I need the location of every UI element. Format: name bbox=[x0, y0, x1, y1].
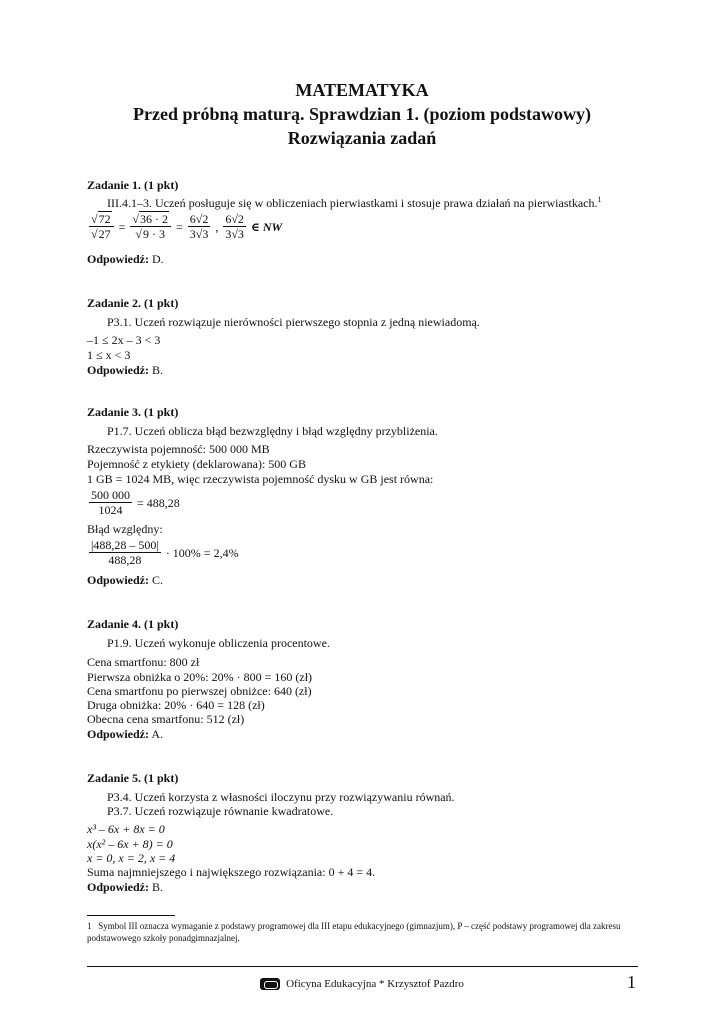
denominator: 3√3 bbox=[189, 227, 209, 241]
numerator: 6√2 bbox=[225, 212, 244, 226]
denominator: 488,28 bbox=[108, 553, 142, 567]
answer-label: Odpowiedź: bbox=[87, 363, 150, 377]
task-1-calculation bbox=[87, 212, 282, 241]
task-5-requirement-1: P3.4. Uczeń korzysta z własności iloczynu przy rozwiązywaniu równań. bbox=[107, 790, 455, 804]
denominator: 9 · 3 bbox=[142, 227, 165, 241]
footnote-number: 1 bbox=[87, 921, 92, 931]
task-5-line-4: Suma najmniejszego i największego rozwiązania: 0 + 4 = 4. bbox=[87, 865, 376, 879]
result: · 100% = 2,4% bbox=[165, 545, 239, 560]
denominator: 1024 bbox=[98, 503, 123, 517]
answer-value: C. bbox=[152, 573, 164, 587]
result: = 488,28 bbox=[137, 495, 180, 510]
task-3-requirement: P1.7. Uczeń oblicza błąd bezwzględny i błąd względny przybliżenia. bbox=[107, 424, 438, 438]
numerator: 500 000 bbox=[91, 488, 130, 502]
answer-value: A. bbox=[151, 727, 164, 741]
answer-label: Odpowiedź: bbox=[87, 727, 150, 741]
task-4-line-3: Cena smartfonu po pierwszej obniżce: 640 (zł) bbox=[87, 684, 312, 698]
equals-sign: = bbox=[175, 219, 183, 234]
task-3-line-4: Błąd względny: bbox=[87, 522, 163, 536]
task-1-answer bbox=[87, 252, 164, 266]
task-5-requirement-2: P3.7. Uczeń rozwiązuje równanie kwadratowe. bbox=[107, 804, 334, 818]
task-1-requirement bbox=[107, 196, 602, 210]
footnote-text: Symbol III oznacza wymaganie z podstawy programowej dla III etapu edukacyjnego (gimnazjum), P – część podstawy programowej dla zakresu podstawowego szkoły ponadgimnazjalnej. bbox=[87, 921, 621, 943]
publisher-logo-icon bbox=[260, 978, 280, 990]
equals-sign: = bbox=[118, 219, 126, 234]
footnote bbox=[87, 920, 647, 944]
fraction bbox=[89, 538, 161, 567]
answer-label: Odpowiedź: bbox=[87, 573, 150, 587]
task-4-line-1: Cena smartfonu: 800 zł bbox=[87, 655, 200, 669]
set-membership: ∈ NW bbox=[250, 219, 283, 234]
task-4-title: Zadanie 4. (1 pkt) bbox=[87, 617, 179, 631]
task-5-answer bbox=[87, 880, 163, 894]
task-3-title: Zadanie 3. (1 pkt) bbox=[87, 405, 179, 419]
numerator: 36 · 2 bbox=[139, 212, 168, 226]
task-2-answer bbox=[87, 363, 163, 377]
task-4-line-2: Pierwsza obniżka o 20%: 20% · 800 = 160 (zł) bbox=[87, 670, 313, 684]
task-5-line-1: x³ – 6x + 8x = 0 bbox=[87, 822, 165, 836]
comma: , bbox=[215, 219, 219, 234]
task-3-relative-error bbox=[87, 538, 239, 567]
numerator: 72 bbox=[98, 212, 111, 226]
numerator: |488,28 – 500| bbox=[91, 538, 159, 552]
task-3-conversion bbox=[87, 488, 180, 517]
task-4-answer bbox=[87, 727, 163, 741]
answer-label: Odpowiedź: bbox=[87, 252, 150, 266]
document-section-title: Rozwiązania zadań bbox=[287, 128, 437, 148]
task-2-line-2: 1 ≤ x < 3 bbox=[87, 348, 131, 362]
fraction bbox=[89, 488, 132, 517]
answer-value: B. bbox=[152, 363, 164, 377]
task-4-requirement: P1.9. Uczeń wykonuje obliczenia procentowe. bbox=[107, 636, 330, 650]
task-5-line-2: x(x² – 6x + 8) = 0 bbox=[87, 837, 173, 851]
task-2-requirement: P3.1. Uczeń rozwiązuje nierówności pierwszego stopnia z jedną niewiadomą. bbox=[107, 315, 480, 329]
denominator: 3√3 bbox=[225, 227, 244, 241]
task-4-line-4: Druga obniżka: 20% · 640 = 128 (zł) bbox=[87, 698, 265, 712]
footer-divider bbox=[87, 966, 638, 967]
answer-label: Odpowiedź: bbox=[87, 880, 150, 894]
task-1-title: Zadanie 1. (1 pkt) bbox=[87, 178, 179, 192]
task-3-line-3: 1 GB = 1024 MB, więc rzeczywista pojemność dysku w GB jest równa: bbox=[87, 472, 434, 486]
task-3-line-1: Rzeczywista pojemność: 500 000 MB bbox=[87, 442, 270, 456]
denominator: 27 bbox=[98, 227, 111, 241]
page-number: 1 bbox=[627, 972, 636, 992]
publisher-name: Oficyna Edukacyjna * Krzysztof Pazdro bbox=[286, 978, 464, 990]
numerator: 6√2 bbox=[189, 212, 209, 226]
task-2-line-1: –1 ≤ 2x – 3 < 3 bbox=[87, 333, 161, 347]
answer-value: D. bbox=[152, 252, 164, 266]
task-5-title: Zadanie 5. (1 pkt) bbox=[87, 771, 179, 785]
answer-value: B. bbox=[152, 880, 164, 894]
task-5-line-3: x = 0, x = 2, x = 4 bbox=[87, 851, 176, 865]
fraction-4 bbox=[223, 212, 246, 241]
footnote-reference: 1 bbox=[597, 195, 602, 204]
footer-publisher bbox=[0, 978, 724, 990]
fraction-1: $\frac{√72}{√27}$ bbox=[89, 212, 114, 241]
task-3-line-2: Pojemność z etykiety (deklarowana): 500 GB bbox=[87, 457, 306, 471]
footnote-divider bbox=[87, 915, 175, 916]
task-1-requirement-text: III.4.1–3. Uczeń posługuje się w obliczeniach pierwiastkami i stosuje prawa działań na pierwiastkach. bbox=[107, 196, 598, 210]
task-3-answer bbox=[87, 573, 163, 587]
task-4-line-5: Obecna cena smartfonu: 512 (zł) bbox=[87, 712, 245, 726]
document-subtitle: Przed próbną maturą. Sprawdzian 1. (poziom podstawowy) bbox=[132, 104, 591, 124]
task-2-title: Zadanie 2. (1 pkt) bbox=[87, 296, 179, 310]
fraction-3 bbox=[188, 212, 211, 241]
fraction-2: $\frac{√36 \cdot 2}{√9 \cdot 3}$ bbox=[130, 212, 171, 241]
document-subject: MATEMATYKA bbox=[295, 80, 429, 100]
